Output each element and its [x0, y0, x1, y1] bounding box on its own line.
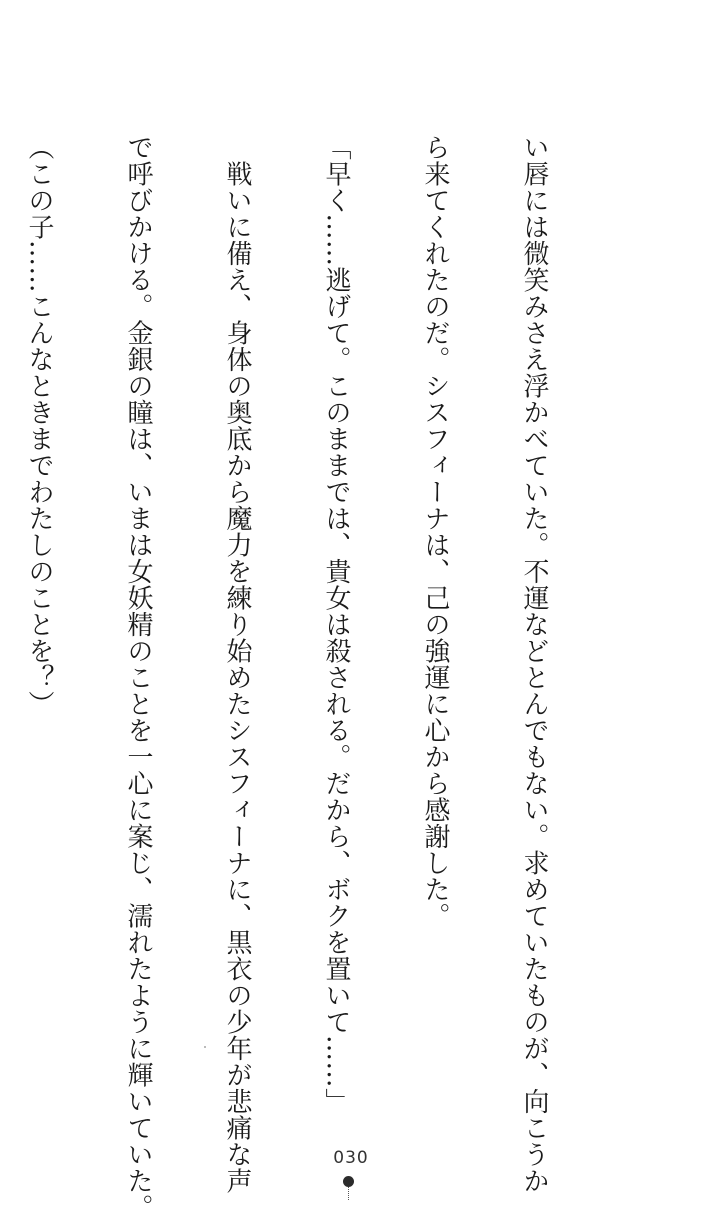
- page-number: 030: [333, 1148, 369, 1168]
- print-speck: [204, 1046, 206, 1048]
- text-line: 「早く……逃げて。このままでは、貴女は殺される。だから、ボクを置いて……」: [321, 134, 351, 1115]
- text-line: 戦いに備え、身体の奥底から魔力を練り始めたシスフィーナに、黒衣の少年が悲痛な声: [222, 134, 252, 1194]
- text-line: （この子……こんなときまでわたしのことを？）: [24, 134, 54, 717]
- folio-dot-icon: [343, 1176, 354, 1187]
- folio-dotted-rule: [348, 1187, 349, 1200]
- text-line: い唇には微笑みさえ浮かべていた。不運などとんでもない。求めていたものが、向こうか: [519, 134, 549, 1194]
- text-line: で呼びかける。金銀の瞳は、いまは女妖精のことを一心に案じ、濡れたように輝いていた。: [123, 134, 153, 1221]
- text-line: ら来てくれたのだ。シスフィーナは、己の強運に心から感謝した。: [420, 134, 450, 929]
